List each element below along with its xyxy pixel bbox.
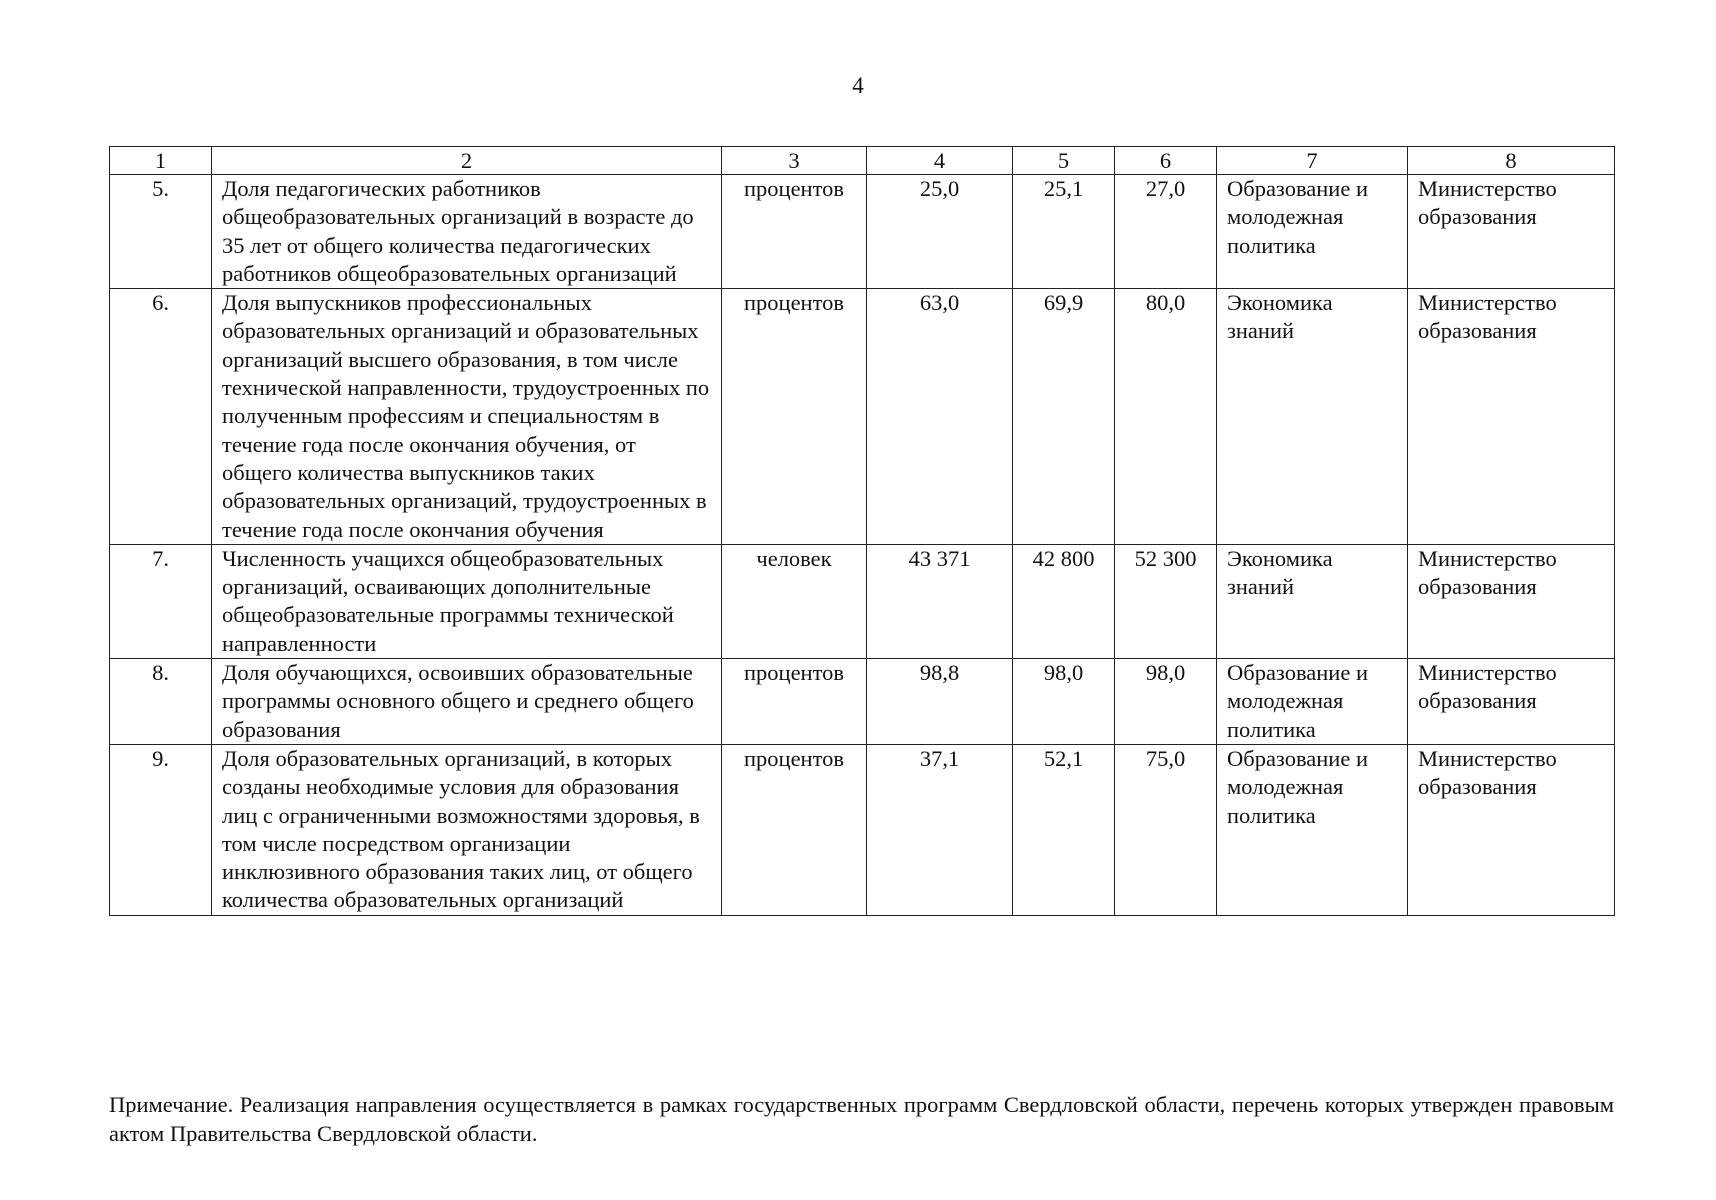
responsible-body: Министерство образования — [1408, 544, 1615, 658]
indicator-name: Доля педагогических работников общеобразовательных организаций в возрасте до 35 лет от общего количества педагогических работников общеобразовательных организаций — [212, 175, 722, 289]
unit: человек — [722, 544, 867, 658]
indicators-table — [109, 146, 1615, 916]
unit: процентов — [722, 659, 867, 745]
value-col-6: 27,0 — [1115, 175, 1217, 289]
row-number: 7. — [110, 544, 212, 658]
table-row — [110, 744, 1615, 915]
table-row — [110, 175, 1615, 289]
header-col-5: 5 — [1013, 147, 1115, 175]
footnote: Примечание. Реализация направления осуществляется в рамках государственных программ Свердловской области, перечень которых утвержден правовым актом Правительства Свердловской области. — [109, 1092, 1614, 1146]
value-col-6: 80,0 — [1115, 289, 1217, 545]
value-col-4: 63,0 — [867, 289, 1013, 545]
indicator-name: Численность учащихся общеобразовательных организаций, осваивающих дополнительные общеобразовательные программы технической направленности — [212, 544, 722, 658]
responsible-body: Министерство образования — [1408, 289, 1615, 545]
table-row — [110, 659, 1615, 745]
responsible-body: Министерство образования — [1408, 744, 1615, 915]
row-number: 8. — [110, 659, 212, 745]
value-col-6: 52 300 — [1115, 544, 1217, 658]
indicator-name: Доля обучающихся, освоивших образовательные программы основного общего и среднего общего образования — [212, 659, 722, 745]
row-number: 5. — [110, 175, 212, 289]
header-col-6: 6 — [1115, 147, 1217, 175]
responsible-body: Министерство образования — [1408, 175, 1615, 289]
row-number: 6. — [110, 289, 212, 545]
header-col-7: 7 — [1217, 147, 1408, 175]
responsible-body: Министерство образования — [1408, 659, 1615, 745]
value-col-5: 52,1 — [1013, 744, 1115, 915]
value-col-6: 98,0 — [1115, 659, 1217, 745]
value-col-4: 98,8 — [867, 659, 1013, 745]
value-col-5: 25,1 — [1013, 175, 1115, 289]
value-col-5: 98,0 — [1013, 659, 1115, 745]
page-number: 4 — [852, 73, 864, 98]
indicator-name: Доля образовательных организаций, в которых созданы необходимые условия для образования лиц с ограниченными возможностями здоровья, в том числе посредством организации инклюзивного образования таких лиц, от общего количества образовательных организаций — [212, 744, 722, 915]
table-header-row — [110, 147, 1615, 175]
header-col-4: 4 — [867, 147, 1013, 175]
header-col-2: 2 — [212, 147, 722, 175]
project-name: Образование и молодежная политика — [1217, 744, 1408, 915]
table-row — [110, 544, 1615, 658]
indicator-name: Доля выпускников профессиональных образовательных организаций и образовательных организаций высшего образования, в том числе технической направленности, трудоустроенных по полученным профессиям и специальностям в течение года после окончания обучения, от общего количества выпускников таких образовательных организаций, трудоустроенных в течение года после окончания обучения — [212, 289, 722, 545]
project-name: Экономика знаний — [1217, 289, 1408, 545]
value-col-5: 42 800 — [1013, 544, 1115, 658]
value-col-4: 37,1 — [867, 744, 1013, 915]
value-col-4: 43 371 — [867, 544, 1013, 658]
unit: процентов — [722, 744, 867, 915]
value-col-5: 69,9 — [1013, 289, 1115, 545]
value-col-6: 75,0 — [1115, 744, 1217, 915]
unit: процентов — [722, 175, 867, 289]
project-name: Образование и молодежная политика — [1217, 659, 1408, 745]
header-col-8: 8 — [1408, 147, 1615, 175]
project-name: Экономика знаний — [1217, 544, 1408, 658]
header-col-3: 3 — [722, 147, 867, 175]
unit: процентов — [722, 289, 867, 545]
row-number: 9. — [110, 744, 212, 915]
project-name: Образование и молодежная политика — [1217, 175, 1408, 289]
header-col-1: 1 — [110, 147, 212, 175]
table-row — [110, 289, 1615, 545]
value-col-4: 25,0 — [867, 175, 1013, 289]
